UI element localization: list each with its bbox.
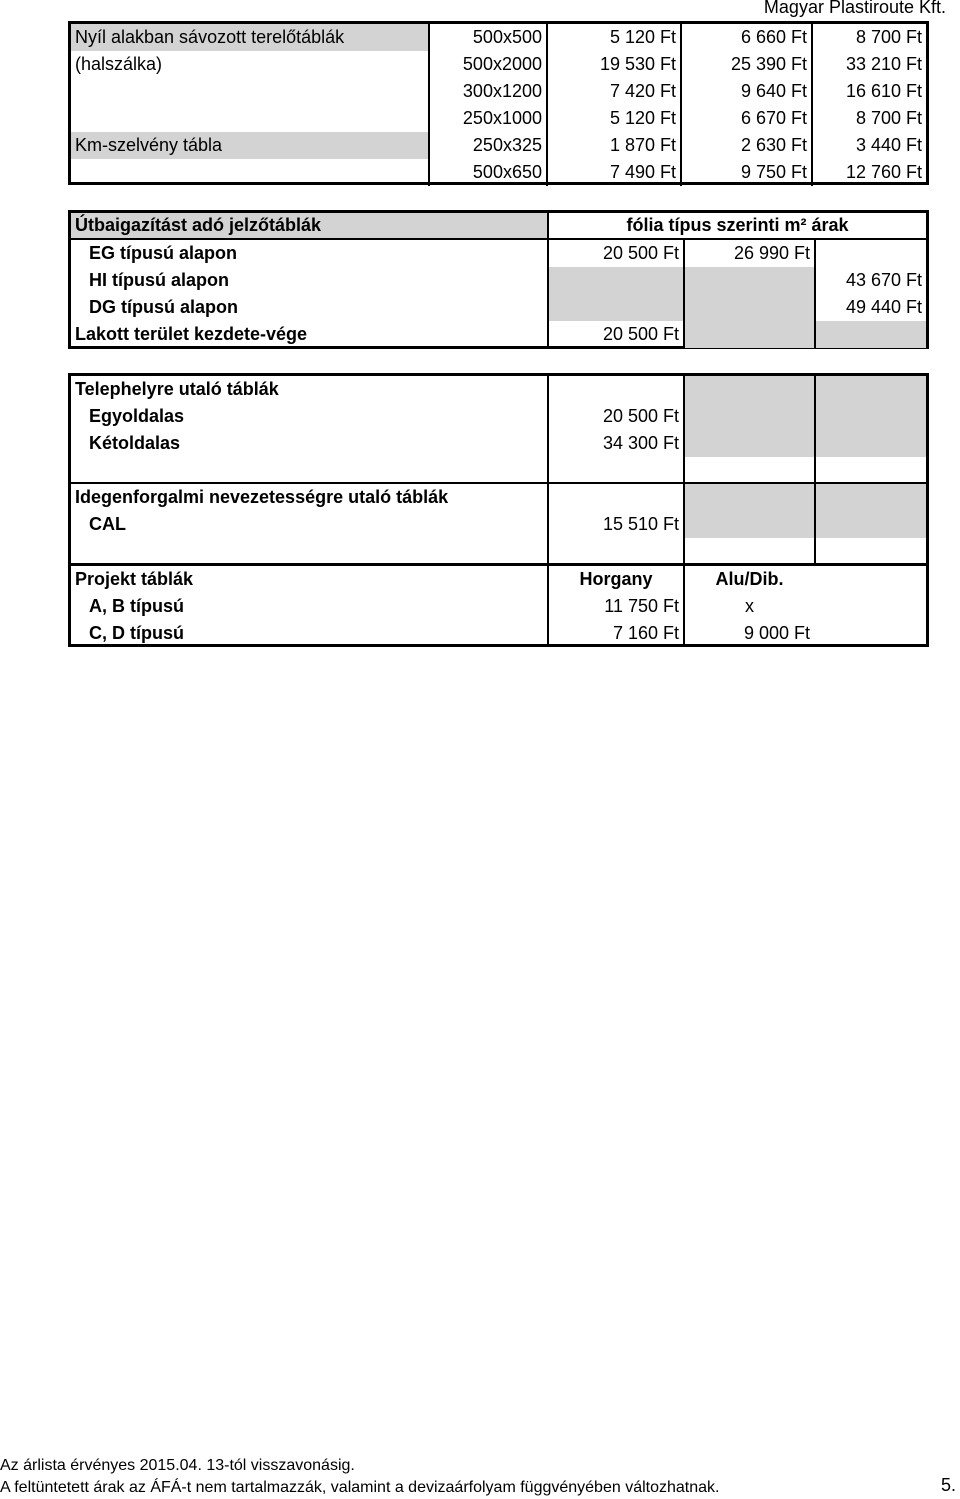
empty-cell [814, 593, 926, 620]
price-cell: 20 500 Ft [547, 321, 683, 348]
price-cell [683, 321, 814, 348]
price-cell [814, 321, 926, 348]
table-row [71, 294, 926, 321]
row-label [71, 159, 428, 186]
page-number: 5. [940, 1475, 956, 1495]
row-label: A, B típusú [89, 596, 184, 616]
row-label: Km-szelvény tábla [71, 132, 428, 159]
price-cell: 6 660 Ft [680, 24, 811, 51]
price-cell [547, 267, 683, 294]
section-title: Idegenforgalmi nevezetességre utaló táblák [75, 487, 449, 507]
table-row [71, 24, 926, 51]
empty-cell [683, 430, 814, 457]
price-cell: 15 510 Ft [547, 511, 683, 538]
price-cell: 8 700 Ft [811, 24, 926, 51]
size-cell: 500x2000 [428, 51, 546, 78]
row-label: HI típusú alapon [89, 270, 230, 290]
row-label [71, 78, 428, 105]
empty-cell [814, 566, 926, 593]
column-header: Horgany [547, 566, 683, 593]
price-cell [814, 240, 926, 267]
price-cell: x [683, 593, 814, 620]
row-label: DG típusú alapon [89, 297, 239, 317]
row-label: CAL [89, 514, 126, 534]
table-row [71, 403, 926, 430]
table-telephely [68, 373, 929, 566]
table-projekt [68, 563, 929, 647]
size-cell: 500x650 [428, 159, 546, 186]
price-cell: 16 610 Ft [811, 78, 926, 105]
empty-cell [814, 620, 926, 647]
price-cell: 33 210 Ft [811, 51, 926, 78]
price-cell: 2 630 Ft [680, 132, 811, 159]
empty-cell [683, 484, 814, 511]
table-row [71, 620, 926, 647]
empty-cell [71, 538, 547, 565]
table-row [71, 267, 926, 294]
table-row [71, 321, 926, 348]
empty-cell [814, 538, 926, 565]
empty-cell [547, 457, 683, 482]
price-cell: 9 000 Ft [683, 620, 814, 647]
empty-cell [547, 376, 683, 403]
empty-cell [814, 457, 926, 482]
price-cell: 5 120 Ft [546, 105, 680, 132]
empty-cell [683, 511, 814, 538]
empty-cell [683, 403, 814, 430]
price-cell: 6 670 Ft [680, 105, 811, 132]
price-cell [683, 294, 814, 321]
empty-cell [814, 511, 926, 538]
table-row [71, 51, 926, 78]
section-title: Útbaigazítást adó jelzőtáblák [71, 213, 547, 238]
size-cell: 500x500 [428, 24, 546, 51]
size-cell: 250x325 [428, 132, 546, 159]
price-cell [683, 267, 814, 294]
row-label: C, D típusú [89, 623, 184, 643]
price-cell: 9 640 Ft [680, 78, 811, 105]
row-label: Kétoldalas [89, 433, 181, 453]
span-header: fólia típus szerinti m² árak [547, 213, 926, 238]
table-row [71, 511, 926, 538]
table-row [71, 593, 926, 620]
section-title: Projekt táblák [75, 569, 194, 589]
price-cell: 9 750 Ft [680, 159, 811, 186]
empty-cell [547, 484, 683, 511]
price-cell: 20 500 Ft [547, 403, 683, 430]
column-header: Alu/Dib. [683, 566, 814, 593]
empty-cell [71, 457, 547, 482]
spacer-row [71, 457, 926, 484]
price-cell: 7 160 Ft [547, 620, 683, 647]
price-cell [547, 294, 683, 321]
vat-note: A feltüntetett árak az ÁFÁ-t nem tartalmazzák, valamint a devizaárfolyam függvényében változhatnak. [0, 1479, 720, 1496]
price-cell: 1 870 Ft [546, 132, 680, 159]
price-cell: 12 760 Ft [811, 159, 926, 186]
table-header-row [71, 566, 926, 593]
table-row [71, 132, 926, 159]
price-cell: 49 440 Ft [814, 294, 926, 321]
price-cell: 20 500 Ft [547, 240, 683, 267]
table-row [71, 105, 926, 132]
table-header-row [71, 376, 926, 403]
empty-cell [683, 376, 814, 403]
price-cell: 19 530 Ft [546, 51, 680, 78]
spacer-row [71, 538, 926, 565]
empty-cell [547, 538, 683, 565]
table-utbaigazitas [68, 210, 929, 349]
price-cell: 5 120 Ft [546, 24, 680, 51]
price-cell: 26 990 Ft [683, 240, 814, 267]
price-cell: 8 700 Ft [811, 105, 926, 132]
table-row [71, 159, 926, 186]
row-label: Nyíl alakban sávozott terelőtáblák [71, 24, 428, 51]
empty-cell [814, 430, 926, 457]
size-cell: 300x1200 [428, 78, 546, 105]
table-row [71, 240, 926, 267]
price-cell: 43 670 Ft [814, 267, 926, 294]
price-cell: 7 490 Ft [546, 159, 680, 186]
price-cell: 34 300 Ft [547, 430, 683, 457]
table-header-row [71, 213, 926, 240]
empty-cell [814, 403, 926, 430]
row-label: Egyoldalas [89, 406, 185, 426]
price-cell: 11 750 Ft [547, 593, 683, 620]
size-cell: 250x1000 [428, 105, 546, 132]
table-header-row [71, 484, 926, 511]
row-label [71, 105, 428, 132]
row-label: EG típusú alapon [89, 243, 238, 263]
empty-cell [814, 484, 926, 511]
table-row [71, 430, 926, 457]
price-cell: 25 390 Ft [680, 51, 811, 78]
table-row [71, 78, 926, 105]
price-cell: 7 420 Ft [546, 78, 680, 105]
validity-note: Az árlista érvényes 2015.04. 13-tól visszavonásig. [0, 1457, 355, 1474]
table-terelo [68, 21, 929, 185]
section-title: Telephelyre utaló táblák [75, 379, 279, 399]
empty-cell [683, 457, 814, 482]
row-label: Lakott terület kezdete-vége [75, 324, 308, 344]
empty-cell [683, 538, 814, 565]
company-name: Magyar Plastiroute Kft. [763, 0, 946, 17]
price-cell: 3 440 Ft [811, 132, 926, 159]
row-label: (halszálka) [75, 54, 163, 74]
empty-cell [814, 376, 926, 403]
